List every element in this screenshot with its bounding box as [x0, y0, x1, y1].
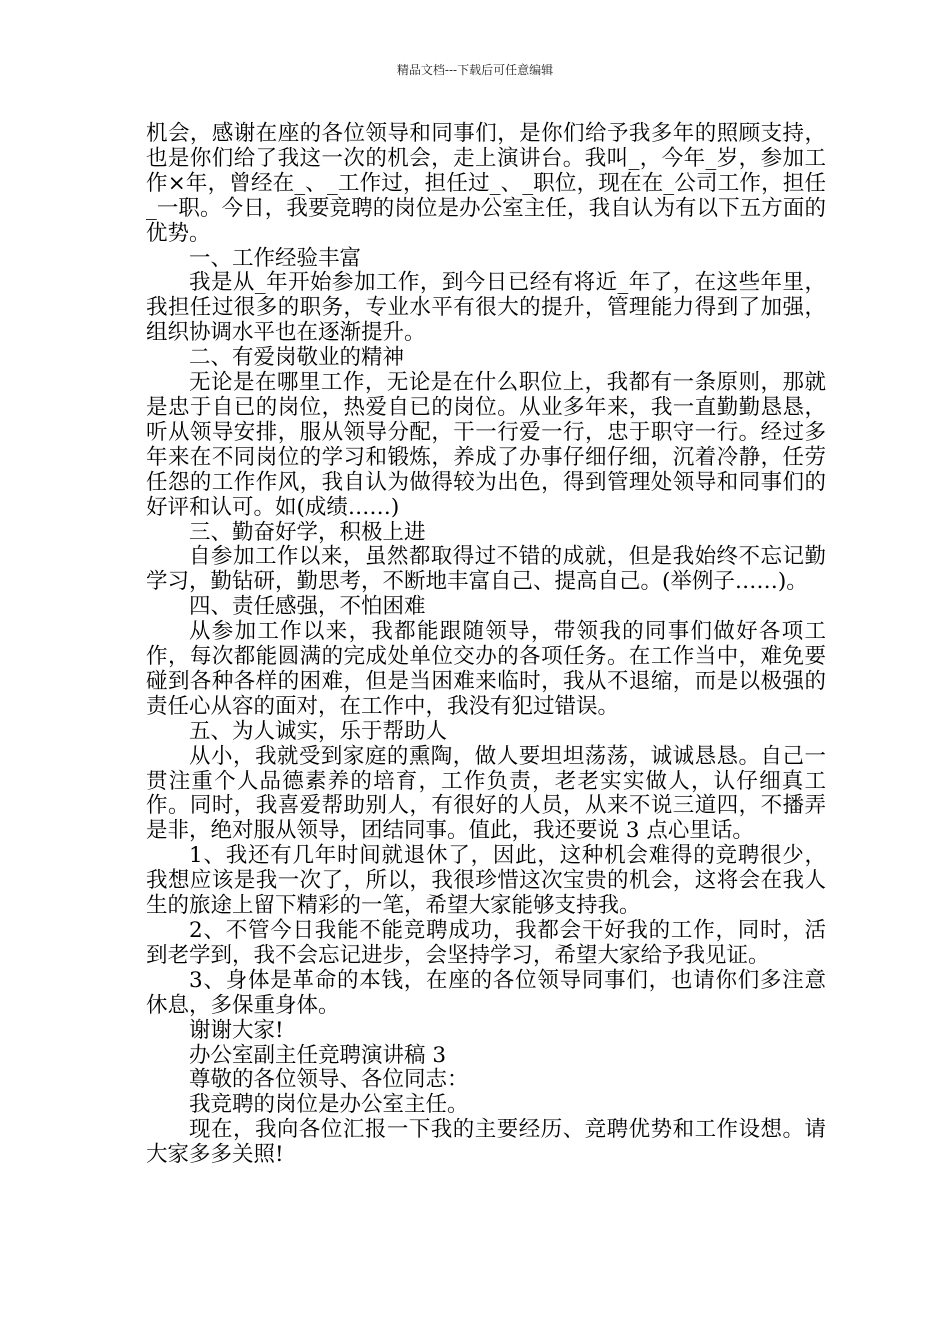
numbered-paragraph: 1、我还有几年时间就退休了，因此，这种机会难得的竞聘很少，我想应该是我一次了，所以，我很珍惜这次宝贵的机会，这将会在我人生的旅途上留下精彩的一笔，希望大家能够支持我。 [146, 843, 826, 919]
section-heading: 一、工作经验丰富 [189, 245, 362, 271]
closing-line: 谢谢大家! [189, 1017, 284, 1043]
section-heading: 二、有爱岗敬业的精神 [189, 345, 405, 371]
speech-title: 办公室副主任竞聘演讲稿 3 [189, 1042, 447, 1068]
paragraph: 我是从_年开始参加工作，到今日已经有将近_年了，在这些年里，我担任过很多的职务，专业水平有很大的提升，管理能力得到了加强，组织协调水平也在逐渐提升。 [146, 270, 826, 346]
numbered-paragraph: 2、不管今日我能不能竞聘成功，我都会干好我的工作，同时，活到老学到，我不会忘记进步，会坚持学习，希望大家给予我见证。 [146, 918, 826, 968]
paragraph: 机会，感谢在座的各位领导和同事们，是你们给予我多年的照顾支持，也是你们给了我这一次的机会，走上演讲台。我叫_，今年_岁，参加工作×年，曾经在_、_工作过，担任过_、_职位，现在在_公司工作，担任_一职。今日，我要竞聘的岗位是办公室主任，我自认为有以下五方面的优势。 [146, 121, 826, 246]
page-header: 精品文档---下载后可任意编辑 [396, 63, 554, 77]
paragraph: 现在，我向各位汇报一下我的主要经历、竞聘优势和工作设想。请大家多多关照! [146, 1117, 826, 1168]
section-heading: 四、责任感强，不怕困难 [189, 594, 426, 620]
paragraph: 自参加工作以来，虽然都取得过不错的成就，但是我始终不忘记勤学习，勤钻研，勤思考，不断地丰富自己、提高自己。(举例子……)。 [146, 544, 826, 595]
section-heading: 五、为人诚实，乐于帮助人 [189, 718, 448, 744]
paragraph: 无论是在哪里工作，无论是在什么职位上，我都有一条原则，那就是忠于自已的岗位，热爱自已的岗位。从业多年来，我一直勤勤恳恳，听从领导安排，服从领导分配，干一行爱一行，忠于职守一行。经过多年来在不同岗位的学习和锻炼，养成了办事仔细仔细，沉着冷静，任劳任怨的工作作风，我自认为做得较为出色，得到管理处领导和同事们的好评和认可。如(成绩……) [146, 370, 826, 520]
salutation: 尊敬的各位领导、各位同志： [189, 1067, 469, 1093]
paragraph: 从参加工作以来，我都能跟随领导，带领我的同事们做好各项工作，每次都能圆满的完成处单位交办的各项任务。在工作当中，难免要碰到各种各样的困难，但是当困难来临时，我从不退缩，而是以极强的责任心从容的面对，在工作中，我没有犯过错误。 [146, 619, 826, 719]
paragraph: 从小，我就受到家庭的熏陶，做人要坦坦荡荡，诚诚恳恳。自己一贯注重个人品德素养的培育，工作负责，老老实实做人，认仔细真工作。同时，我喜爱帮助别人，有很好的人员，从来不说三道四，不播弄是非，绝对服从领导，团结同事。值此，我还要说 3 点心里话。 [146, 743, 826, 844]
paragraph: 我竞聘的岗位是办公室主任。 [189, 1092, 469, 1118]
section-heading: 三、勤奋好学，积极上进 [189, 519, 426, 545]
document-body [146, 122, 826, 1168]
numbered-paragraph: 3、身体是革命的本钱，在座的各位领导同事们，也请你们多注意休息，多保重身体。 [146, 967, 826, 1018]
